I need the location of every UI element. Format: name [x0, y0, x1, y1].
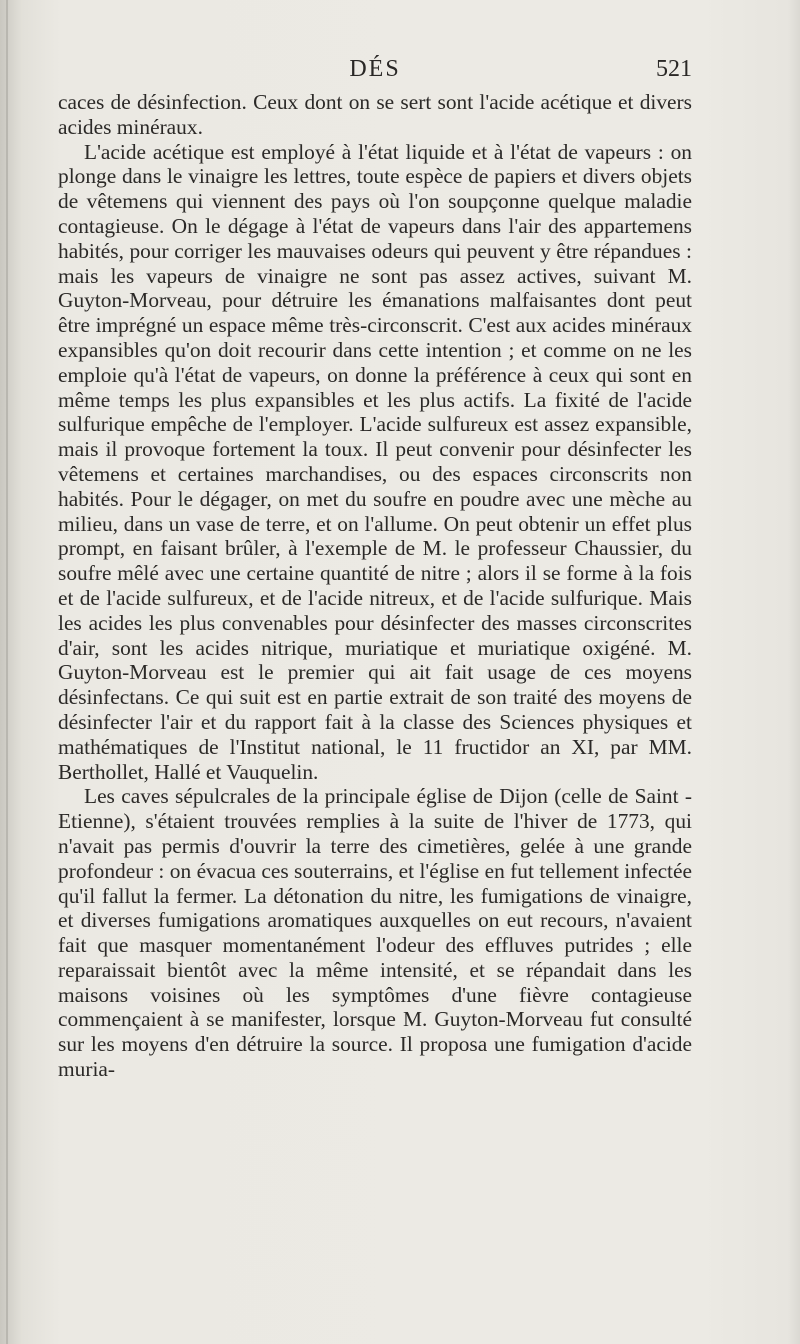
paragraph-dijon-caves: Les caves sépulcrales de la principale église de Dijon (celle de Saint - Etienne), s'étaient trouvées remplies à la suite de l'hiver de 1773, qui n'avait pas permis d'ouvrir la terre des cimetières, gelée à une grande profondeur : on évacua ces souterrains, et l'église en fut tellement infectée qu'il fallut la fermer. La détonation du nitre, les fumigations de vinaigre, et diverses fumigations aromatiques auxquelles on eut recours, n'avaient fait que masquer momentanément l'odeur des effluves putrides ; elle reparaissait bientôt avec la même intensité, et se répandait dans les maisons voisines où les symptômes d'une fièvre contagieuse commençaient à se manifester, lorsque M. Guyton-Morveau fut consulté sur les moyens d'en détruire la source. Il proposa une fumigation d'acide muria- [58, 784, 692, 1082]
page-gutter-edge [6, 0, 8, 1344]
running-head-title: DÉS [349, 56, 401, 82]
page-edge-shadow [788, 0, 800, 1344]
page-number: 521 [656, 56, 692, 82]
paragraph-continuation: caces de désinfection. Ceux dont on se sert sont l'acide acétique et divers acides minéraux. [58, 90, 692, 139]
body-text [58, 90, 692, 1082]
running-head [58, 56, 692, 90]
paragraph-acetic-acid: L'acide acétique est employé à l'état liquide et à l'état de vapeurs : on plonge dans le vinaigre les lettres, toute espèce de papiers et divers objets de vêtemens qui viennent des pays où l'on soupçonne quelque maladie contagieuse. On le dégage à l'état de vapeurs dans l'air des appartemens habités, pour corriger les mauvaises odeurs qui peuvent y être répandues : mais les vapeurs de vinaigre ne sont pas assez actives, suivant M. Guyton-Morveau, pour détruire les émanations malfaisantes dont peut être imprégné un espace même très-circonscrit. C'est aux acides minéraux expansibles qu'on doit recourir dans cette intention ; et comme on ne les emploie qu'à l'état de vapeurs, on donne la préférence à ceux qui sont en même temps les plus expansibles et les plus actifs. La fixité de l'acide sulfurique empêche de l'employer. L'acide sulfureux est assez expansible, mais il provoque fortement la toux. Il peut convenir pour désinfecter les vêtemens et certaines marchandises, ou des espaces circonscrits non habités. Pour le dégager, on met du soufre en poudre avec une mèche au milieu, dans un vase de terre, et on l'allume. On peut obtenir un effet plus prompt, en faisant brûler, à l'exemple de M. le professeur Chaussier, du soufre mêlé avec une certaine quantité de nitre ; alors il se forme à la fois et de l'acide sulfureux, et de l'acide nitreux, et de l'acide sulfurique. Mais les acides les plus convenables pour désinfecter des masses circonscrites d'air, sont les acides nitrique, muriatique et muriatique oxigéné. M. Guyton-Morveau est le premier qui ait fait usage de ces moyens désinfectans. Ce qui suit est en partie extrait de son traité des moyens de désinfecter l'air et du rapport fait à la classe des Sciences physiques et mathématiques de l'Institut national, le 11 fructidor an XI, par MM. Berthollet, Hallé et Vauquelin. [58, 139, 692, 784]
